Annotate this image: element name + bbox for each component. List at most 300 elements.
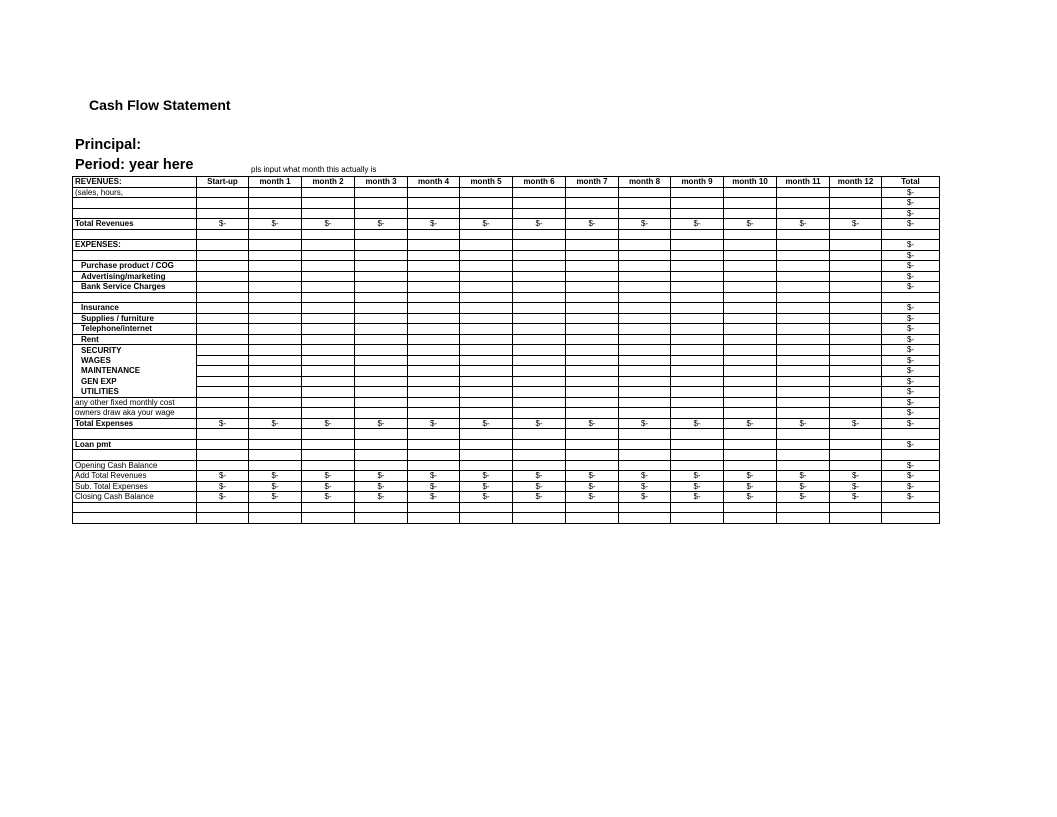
row-label[interactable] — [73, 513, 197, 524]
value-cell[interactable] — [460, 187, 513, 198]
value-cell[interactable] — [197, 229, 249, 240]
value-cell[interactable] — [355, 345, 408, 356]
row-label[interactable]: Total Revenues — [73, 219, 197, 230]
value-cell[interactable] — [566, 303, 619, 314]
value-cell[interactable] — [619, 366, 671, 377]
value-cell[interactable] — [408, 502, 460, 513]
value-cell[interactable] — [830, 439, 882, 450]
value-cell[interactable] — [408, 303, 460, 314]
value-cell[interactable]: $- — [408, 492, 460, 503]
value-cell[interactable]: $- — [197, 481, 249, 492]
value-cell[interactable]: $- — [460, 481, 513, 492]
value-cell[interactable] — [513, 408, 566, 419]
value-cell[interactable] — [671, 324, 724, 335]
value-cell[interactable] — [513, 187, 566, 198]
value-cell[interactable] — [197, 208, 249, 219]
value-cell[interactable] — [460, 229, 513, 240]
value-cell[interactable] — [355, 229, 408, 240]
value-cell[interactable] — [724, 345, 777, 356]
value-cell[interactable] — [566, 250, 619, 261]
value-cell[interactable]: $- — [724, 418, 777, 429]
value-cell[interactable]: $- — [408, 219, 460, 230]
value-cell[interactable] — [671, 460, 724, 471]
value-cell[interactable] — [460, 502, 513, 513]
value-cell[interactable] — [724, 387, 777, 398]
value-cell[interactable] — [408, 292, 460, 303]
row-label[interactable]: Rent — [73, 334, 197, 345]
value-cell[interactable] — [355, 439, 408, 450]
row-label[interactable]: EXPENSES: — [73, 240, 197, 251]
value-cell[interactable] — [619, 502, 671, 513]
value-cell[interactable]: $- — [197, 418, 249, 429]
value-cell[interactable] — [619, 439, 671, 450]
value-cell[interactable] — [724, 261, 777, 272]
value-cell[interactable] — [619, 208, 671, 219]
value-cell[interactable] — [197, 345, 249, 356]
value-cell[interactable] — [777, 439, 830, 450]
value-cell[interactable] — [830, 513, 882, 524]
value-cell[interactable] — [830, 450, 882, 461]
value-cell[interactable] — [830, 387, 882, 398]
value-cell[interactable] — [408, 355, 460, 366]
value-cell[interactable] — [302, 513, 355, 524]
value-cell[interactable] — [777, 429, 830, 440]
value-cell[interactable]: $- — [302, 481, 355, 492]
value-cell[interactable] — [777, 408, 830, 419]
value-cell[interactable] — [302, 198, 355, 209]
row-label[interactable]: Telephone/internet — [73, 324, 197, 335]
total-cell[interactable]: $- — [882, 334, 940, 345]
value-cell[interactable] — [566, 366, 619, 377]
value-cell[interactable] — [724, 502, 777, 513]
value-cell[interactable] — [513, 439, 566, 450]
value-cell[interactable] — [830, 198, 882, 209]
value-cell[interactable] — [513, 198, 566, 209]
row-label[interactable]: owners draw aka your wage — [73, 408, 197, 419]
value-cell[interactable] — [408, 334, 460, 345]
value-cell[interactable]: $- — [671, 219, 724, 230]
value-cell[interactable] — [249, 397, 302, 408]
value-cell[interactable] — [671, 334, 724, 345]
value-cell[interactable] — [830, 303, 882, 314]
value-cell[interactable] — [249, 208, 302, 219]
value-cell[interactable] — [513, 324, 566, 335]
value-cell[interactable] — [671, 513, 724, 524]
value-cell[interactable] — [619, 387, 671, 398]
total-cell[interactable]: $- — [882, 198, 940, 209]
value-cell[interactable] — [249, 345, 302, 356]
total-cell[interactable]: $- — [882, 387, 940, 398]
value-cell[interactable] — [249, 250, 302, 261]
value-cell[interactable] — [355, 450, 408, 461]
value-cell[interactable] — [460, 345, 513, 356]
value-cell[interactable] — [513, 292, 566, 303]
value-cell[interactable] — [724, 355, 777, 366]
value-cell[interactable] — [197, 408, 249, 419]
value-cell[interactable] — [197, 439, 249, 450]
value-cell[interactable] — [249, 387, 302, 398]
value-cell[interactable]: $- — [619, 471, 671, 482]
value-cell[interactable]: $- — [671, 471, 724, 482]
value-cell[interactable] — [249, 303, 302, 314]
value-cell[interactable] — [777, 397, 830, 408]
value-cell[interactable]: $- — [355, 219, 408, 230]
value-cell[interactable] — [619, 334, 671, 345]
value-cell[interactable] — [197, 387, 249, 398]
value-cell[interactable]: $- — [249, 418, 302, 429]
value-cell[interactable]: $- — [777, 471, 830, 482]
value-cell[interactable] — [460, 460, 513, 471]
value-cell[interactable] — [830, 282, 882, 293]
value-cell[interactable]: $- — [566, 492, 619, 503]
row-label[interactable]: Opening Cash Balance — [73, 460, 197, 471]
value-cell[interactable]: $- — [197, 219, 249, 230]
value-cell[interactable] — [460, 366, 513, 377]
value-cell[interactable] — [355, 502, 408, 513]
value-cell[interactable]: $- — [724, 471, 777, 482]
value-cell[interactable] — [249, 502, 302, 513]
value-cell[interactable] — [408, 376, 460, 387]
value-cell[interactable] — [724, 282, 777, 293]
value-cell[interactable] — [355, 408, 408, 419]
value-cell[interactable] — [302, 345, 355, 356]
value-cell[interactable] — [830, 345, 882, 356]
value-cell[interactable] — [566, 513, 619, 524]
value-cell[interactable] — [671, 345, 724, 356]
value-cell[interactable] — [619, 513, 671, 524]
value-cell[interactable]: $- — [302, 471, 355, 482]
value-cell[interactable] — [302, 450, 355, 461]
value-cell[interactable] — [302, 408, 355, 419]
row-label[interactable] — [73, 229, 197, 240]
value-cell[interactable] — [619, 250, 671, 261]
value-cell[interactable] — [777, 282, 830, 293]
value-cell[interactable] — [724, 439, 777, 450]
value-cell[interactable] — [777, 376, 830, 387]
value-cell[interactable] — [249, 198, 302, 209]
value-cell[interactable] — [619, 429, 671, 440]
value-cell[interactable] — [777, 292, 830, 303]
value-cell[interactable] — [724, 324, 777, 335]
value-cell[interactable] — [513, 502, 566, 513]
value-cell[interactable] — [408, 450, 460, 461]
value-cell[interactable] — [671, 271, 724, 282]
value-cell[interactable] — [777, 271, 830, 282]
total-cell[interactable]: $- — [882, 219, 940, 230]
value-cell[interactable] — [197, 376, 249, 387]
value-cell[interactable] — [777, 334, 830, 345]
value-cell[interactable]: $- — [566, 471, 619, 482]
value-cell[interactable] — [249, 376, 302, 387]
row-label[interactable] — [73, 429, 197, 440]
value-cell[interactable] — [777, 324, 830, 335]
value-cell[interactable] — [197, 450, 249, 461]
value-cell[interactable] — [408, 387, 460, 398]
value-cell[interactable]: $- — [830, 219, 882, 230]
value-cell[interactable] — [197, 261, 249, 272]
value-cell[interactable]: $- — [566, 219, 619, 230]
value-cell[interactable] — [408, 229, 460, 240]
value-cell[interactable] — [724, 366, 777, 377]
value-cell[interactable] — [249, 450, 302, 461]
value-cell[interactable]: $- — [513, 471, 566, 482]
value-cell[interactable] — [197, 250, 249, 261]
value-cell[interactable] — [566, 324, 619, 335]
value-cell[interactable] — [249, 408, 302, 419]
value-cell[interactable] — [724, 292, 777, 303]
value-cell[interactable]: $- — [249, 481, 302, 492]
row-label[interactable]: Bank Service Charges — [73, 282, 197, 293]
value-cell[interactable] — [355, 282, 408, 293]
total-cell[interactable]: $- — [882, 324, 940, 335]
value-cell[interactable] — [671, 292, 724, 303]
value-cell[interactable] — [302, 460, 355, 471]
value-cell[interactable] — [830, 366, 882, 377]
value-cell[interactable]: $- — [513, 481, 566, 492]
total-cell[interactable] — [882, 513, 940, 524]
value-cell[interactable] — [408, 429, 460, 440]
row-label[interactable]: GEN EXP — [73, 376, 197, 387]
value-cell[interactable] — [777, 387, 830, 398]
value-cell[interactable] — [355, 397, 408, 408]
value-cell[interactable] — [724, 229, 777, 240]
value-cell[interactable] — [671, 240, 724, 251]
total-cell[interactable]: $- — [882, 481, 940, 492]
value-cell[interactable] — [355, 240, 408, 251]
value-cell[interactable]: $- — [619, 492, 671, 503]
value-cell[interactable]: $- — [671, 481, 724, 492]
total-cell[interactable]: $- — [882, 313, 940, 324]
value-cell[interactable] — [671, 198, 724, 209]
row-label[interactable] — [73, 208, 197, 219]
value-cell[interactable] — [777, 198, 830, 209]
value-cell[interactable] — [566, 460, 619, 471]
row-label[interactable]: MAINTENANCE — [73, 366, 197, 377]
value-cell[interactable] — [724, 303, 777, 314]
row-label[interactable]: WAGES — [73, 355, 197, 366]
value-cell[interactable] — [566, 429, 619, 440]
value-cell[interactable] — [355, 208, 408, 219]
value-cell[interactable] — [777, 208, 830, 219]
value-cell[interactable] — [460, 303, 513, 314]
total-cell[interactable]: $- — [882, 271, 940, 282]
value-cell[interactable] — [671, 397, 724, 408]
value-cell[interactable] — [619, 187, 671, 198]
value-cell[interactable] — [830, 408, 882, 419]
value-cell[interactable] — [355, 187, 408, 198]
value-cell[interactable] — [566, 502, 619, 513]
value-cell[interactable] — [460, 513, 513, 524]
value-cell[interactable] — [777, 240, 830, 251]
value-cell[interactable] — [249, 439, 302, 450]
value-cell[interactable] — [724, 460, 777, 471]
value-cell[interactable] — [302, 376, 355, 387]
value-cell[interactable]: $- — [830, 481, 882, 492]
value-cell[interactable] — [777, 345, 830, 356]
value-cell[interactable] — [566, 355, 619, 366]
value-cell[interactable] — [197, 429, 249, 440]
value-cell[interactable] — [566, 292, 619, 303]
value-cell[interactable] — [777, 313, 830, 324]
value-cell[interactable]: $- — [408, 481, 460, 492]
value-cell[interactable] — [460, 240, 513, 251]
value-cell[interactable] — [724, 429, 777, 440]
value-cell[interactable]: $- — [355, 471, 408, 482]
value-cell[interactable] — [566, 229, 619, 240]
value-cell[interactable] — [566, 261, 619, 272]
total-cell[interactable]: $- — [882, 355, 940, 366]
value-cell[interactable] — [197, 282, 249, 293]
value-cell[interactable] — [249, 240, 302, 251]
value-cell[interactable] — [355, 313, 408, 324]
value-cell[interactable] — [513, 208, 566, 219]
value-cell[interactable] — [619, 376, 671, 387]
value-cell[interactable] — [671, 208, 724, 219]
value-cell[interactable] — [197, 513, 249, 524]
value-cell[interactable] — [302, 250, 355, 261]
value-cell[interactable] — [249, 355, 302, 366]
value-cell[interactable] — [671, 429, 724, 440]
value-cell[interactable]: $- — [513, 219, 566, 230]
value-cell[interactable] — [777, 513, 830, 524]
value-cell[interactable] — [408, 439, 460, 450]
value-cell[interactable] — [566, 208, 619, 219]
value-cell[interactable] — [249, 229, 302, 240]
value-cell[interactable] — [566, 345, 619, 356]
value-cell[interactable] — [830, 313, 882, 324]
value-cell[interactable]: $- — [777, 418, 830, 429]
value-cell[interactable] — [197, 355, 249, 366]
value-cell[interactable] — [513, 303, 566, 314]
value-cell[interactable]: $- — [460, 471, 513, 482]
value-cell[interactable] — [671, 303, 724, 314]
value-cell[interactable] — [460, 429, 513, 440]
value-cell[interactable] — [724, 376, 777, 387]
value-cell[interactable] — [513, 229, 566, 240]
value-cell[interactable] — [724, 187, 777, 198]
value-cell[interactable] — [619, 355, 671, 366]
value-cell[interactable] — [513, 397, 566, 408]
total-cell[interactable]: $- — [882, 492, 940, 503]
value-cell[interactable] — [302, 303, 355, 314]
value-cell[interactable] — [302, 313, 355, 324]
total-cell[interactable]: $- — [882, 397, 940, 408]
value-cell[interactable] — [777, 187, 830, 198]
value-cell[interactable] — [619, 460, 671, 471]
value-cell[interactable] — [724, 208, 777, 219]
value-cell[interactable] — [355, 271, 408, 282]
row-label[interactable]: Total Expenses — [73, 418, 197, 429]
value-cell[interactable] — [408, 198, 460, 209]
row-label[interactable]: Closing Cash Balance — [73, 492, 197, 503]
value-cell[interactable] — [249, 429, 302, 440]
value-cell[interactable] — [249, 334, 302, 345]
value-cell[interactable] — [724, 513, 777, 524]
value-cell[interactable] — [619, 198, 671, 209]
value-cell[interactable] — [513, 334, 566, 345]
value-cell[interactable] — [408, 408, 460, 419]
value-cell[interactable] — [566, 334, 619, 345]
row-label[interactable]: SECURITY — [73, 345, 197, 356]
value-cell[interactable] — [671, 282, 724, 293]
value-cell[interactable] — [355, 303, 408, 314]
value-cell[interactable] — [830, 397, 882, 408]
value-cell[interactable] — [724, 240, 777, 251]
value-cell[interactable] — [302, 429, 355, 440]
value-cell[interactable] — [302, 397, 355, 408]
value-cell[interactable]: $- — [619, 418, 671, 429]
value-cell[interactable] — [671, 313, 724, 324]
value-cell[interactable]: $- — [408, 471, 460, 482]
value-cell[interactable] — [355, 429, 408, 440]
value-cell[interactable] — [777, 229, 830, 240]
value-cell[interactable] — [513, 355, 566, 366]
value-cell[interactable] — [408, 460, 460, 471]
value-cell[interactable] — [513, 429, 566, 440]
value-cell[interactable] — [619, 240, 671, 251]
value-cell[interactable]: $- — [249, 219, 302, 230]
value-cell[interactable] — [408, 313, 460, 324]
value-cell[interactable] — [355, 198, 408, 209]
value-cell[interactable] — [777, 303, 830, 314]
row-label[interactable]: Insurance — [73, 303, 197, 314]
value-cell[interactable] — [619, 397, 671, 408]
value-cell[interactable] — [355, 355, 408, 366]
value-cell[interactable] — [513, 450, 566, 461]
value-cell[interactable] — [460, 324, 513, 335]
value-cell[interactable] — [302, 229, 355, 240]
total-cell[interactable]: $- — [882, 471, 940, 482]
value-cell[interactable] — [408, 208, 460, 219]
value-cell[interactable] — [830, 355, 882, 366]
value-cell[interactable] — [460, 355, 513, 366]
value-cell[interactable] — [830, 261, 882, 272]
value-cell[interactable] — [197, 334, 249, 345]
value-cell[interactable] — [408, 345, 460, 356]
row-label[interactable] — [73, 502, 197, 513]
value-cell[interactable]: $- — [671, 492, 724, 503]
row-label[interactable]: (sales, hours, — [73, 187, 197, 198]
value-cell[interactable] — [566, 376, 619, 387]
value-cell[interactable] — [355, 460, 408, 471]
value-cell[interactable] — [249, 324, 302, 335]
value-cell[interactable]: $- — [355, 418, 408, 429]
value-cell[interactable] — [566, 240, 619, 251]
value-cell[interactable] — [197, 198, 249, 209]
value-cell[interactable]: $- — [355, 481, 408, 492]
value-cell[interactable] — [619, 313, 671, 324]
value-cell[interactable] — [302, 366, 355, 377]
value-cell[interactable] — [460, 198, 513, 209]
value-cell[interactable] — [830, 334, 882, 345]
row-label[interactable] — [73, 450, 197, 461]
value-cell[interactable] — [830, 250, 882, 261]
value-cell[interactable] — [460, 408, 513, 419]
value-cell[interactable]: $- — [830, 492, 882, 503]
value-cell[interactable] — [619, 303, 671, 314]
row-label[interactable]: any other fixed monthly cost — [73, 397, 197, 408]
value-cell[interactable] — [566, 387, 619, 398]
value-cell[interactable] — [619, 292, 671, 303]
value-cell[interactable] — [197, 502, 249, 513]
value-cell[interactable] — [408, 240, 460, 251]
value-cell[interactable] — [302, 187, 355, 198]
row-label[interactable] — [73, 198, 197, 209]
value-cell[interactable] — [724, 450, 777, 461]
value-cell[interactable] — [671, 408, 724, 419]
value-cell[interactable] — [724, 334, 777, 345]
total-cell[interactable]: $- — [882, 208, 940, 219]
